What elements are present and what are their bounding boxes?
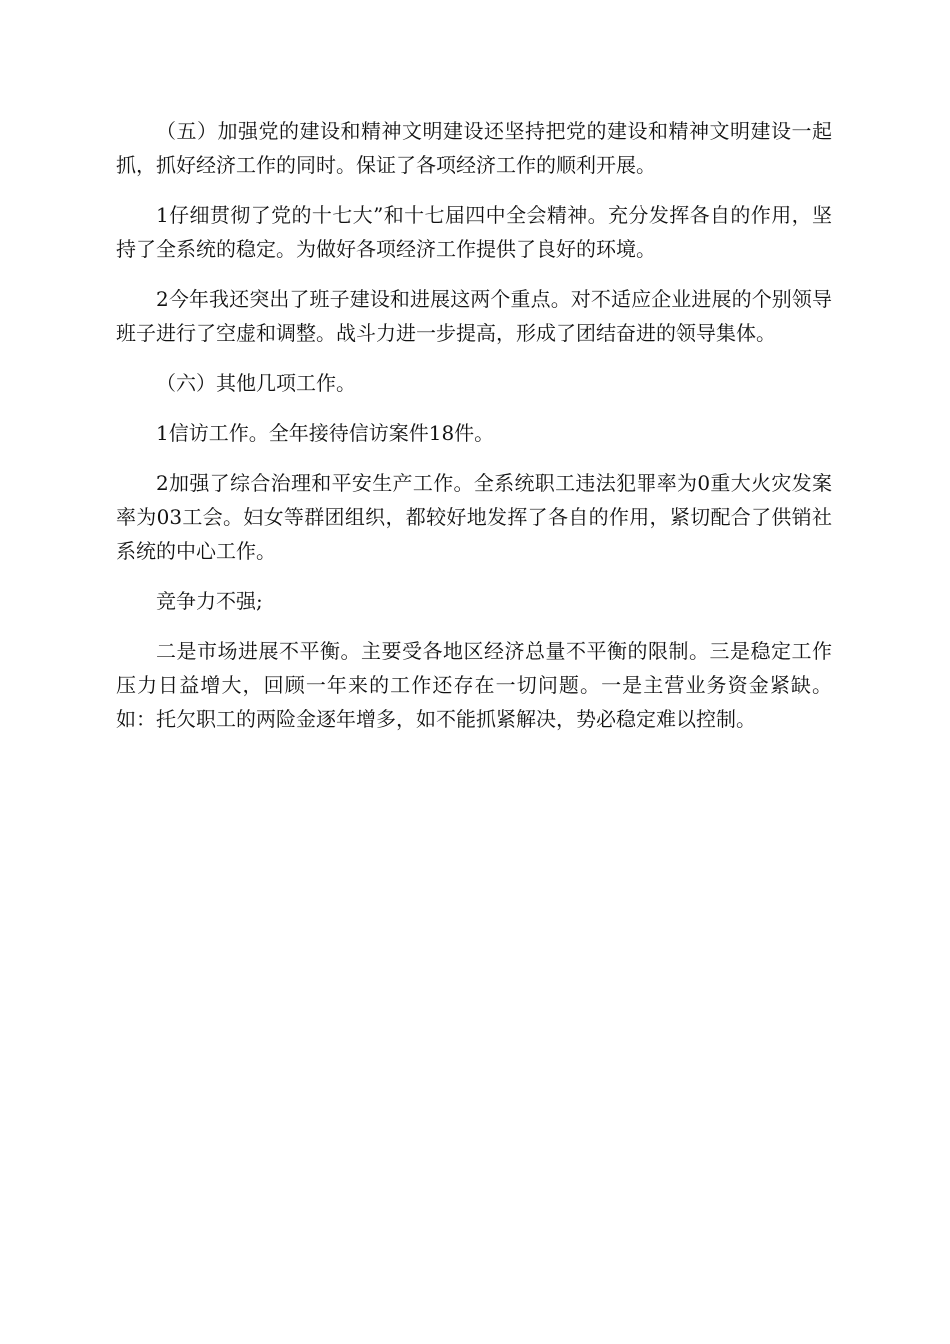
paragraph-item-1-congress-spirit: 1仔细贯彻了党的十七大”和十七届四中全会精神。充分发挥各自的作用，坚持了全系统的稳定。为做好各项经济工作提供了良好的环境。 [116, 203, 832, 261]
paragraph-item-1-petitions: 1信访工作。全年接待信访案件18件。 [156, 421, 495, 445]
document-page [116, 114, 832, 752]
paragraph-competitiveness: 竞争力不强; [156, 589, 263, 613]
paragraph-party-building: （五）加强党的建设和精神文明建设还坚持把党的建设和精神文明建设一起抓，抓好经济工作的同时。保证了各项经济工作的顺利开展。 [116, 119, 832, 177]
paragraph-other-work-heading: （六）其他几项工作。 [156, 371, 356, 395]
paragraph-market-imbalance: 二是市场进展不平衡。主要受各地区经济总量不平衡的限制。三是稳定工作压力日益增大，回顾一年来的工作还存在一切问题。一是主营业务资金紧缺。如：托欠职工的两险金逐年增多，如不能抓紧解决，势必稳定难以控制。 [116, 639, 832, 731]
paragraph-item-2-safety: 2加强了综合治理和平安生产工作。全系统职工违法犯罪率为0重大火灾发案率为03工会。妇女等群团组织，都较好地发挥了各自的作用，紧切配合了供销社系统的中心工作。 [116, 471, 832, 563]
paragraph-item-2-team-building: 2今年我还突出了班子建设和进展这两个重点。对不适应企业进展的个别领导班子进行了空虚和调整。战斗力进一步提高，形成了团结奋进的领导集体。 [116, 287, 832, 345]
